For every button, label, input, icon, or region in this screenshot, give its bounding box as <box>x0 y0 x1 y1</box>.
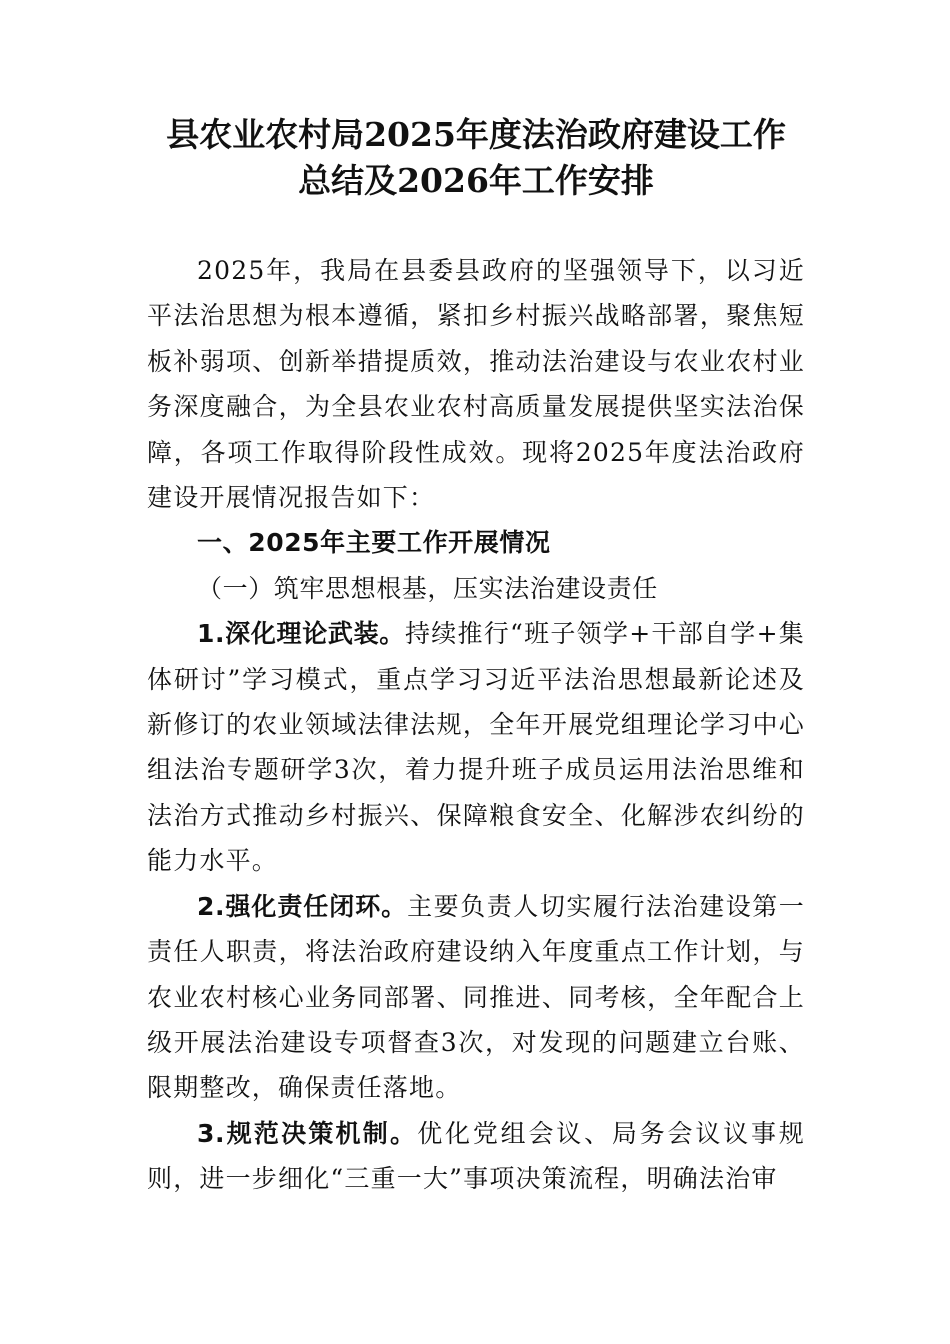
document-title <box>147 112 805 204</box>
item-text-1: 持续推行“班子领学+干部自学+集体研讨”学习模式，重点学习习近平法治思想最新论述及新修订的农业领域法律法规，全年开展党组理论学习中心组法治专题研学3次，着力提升班子成员运用法治思维和法治方式推动乡村振兴、保障粮食安全、化解涉农纠纷的能力水平。 <box>147 619 805 876</box>
item-paragraph-1 <box>147 611 805 883</box>
section-heading-1: 一、2025年主要工作开展情况 <box>197 528 551 558</box>
item-paragraph-3 <box>147 1111 805 1202</box>
document-body <box>147 248 805 1202</box>
item-paragraph-2 <box>147 884 805 1111</box>
title-line-2: 总结及2026年工作安排 <box>298 161 654 200</box>
item-lead-2: 2.强化责任闭环。 <box>197 891 408 921</box>
item-text-3: 优化党组会议、局务会议议事规则，进一步细化“三重一大”事项决策流程，明确法治审 <box>147 1118 805 1194</box>
subsection-heading-1: （一）筑牢思想根基，压实法治建设责任 <box>197 573 658 603</box>
item-lead-3: 3.规范决策机制。 <box>197 1118 418 1148</box>
item-text-2: 主要负责人切实履行法治建设第一责任人职责，将法治政府建设纳入年度重点工作计划，与农业农村核心业务同部署、同推进、同考核，全年配合上级开展法治建设专项督查3次，对发现的问题建立台账、限期整改，确保责任落地。 <box>147 891 805 1103</box>
item-lead-1: 1.深化理论武装。 <box>197 619 405 649</box>
intro-paragraph: 2025年，我局在县委县政府的坚强领导下，以习近平法治思想为根本遵循，紧扣乡村振兴战略部署，聚焦短板补弱项、创新举措提质效，推动法治建设与农业农村业务深度融合，为全县农业农村高质量发展提供坚实法治保障，各项工作取得阶段性成效。现将2025年度法治政府建设开展情况报告如下： <box>147 256 805 513</box>
title-line-1: 县农业农村局2025年度法治政府建设工作 <box>166 115 786 154</box>
